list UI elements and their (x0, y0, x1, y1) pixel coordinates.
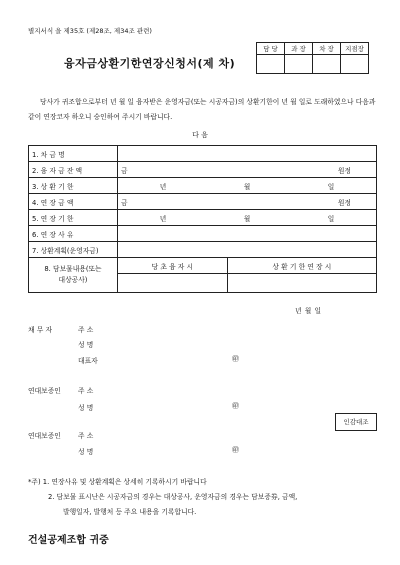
collateral-label: 8. 담보물내용(또는 대상공사) (29, 258, 118, 293)
intro-paragraph: 당사가 귀조합으로부터 년 월 일 융자받은 운영자금(또는 시공자금)의 상환기한이 년 월 일로 도래하였으나 다음과 같이 연장코자 하오니 승인하여 주시기 바랍니다. (28, 98, 376, 121)
table-row (29, 146, 377, 162)
debtor-name-label: 성 명 (78, 341, 94, 349)
guarantor2-name-label: 성 명 (78, 448, 94, 456)
repayment-deadline-field[interactable] (118, 178, 377, 194)
extension-deadline-field[interactable] (118, 210, 377, 226)
day-label: 일 (327, 182, 335, 191)
collateral-extension-field[interactable] (227, 274, 376, 293)
guarantor1-address-label: 주 소 (78, 387, 94, 395)
debtor-address-label: 주 소 (78, 326, 94, 334)
approval-sign-cell[interactable] (313, 55, 341, 74)
collateral-extension-header: 상 환 기 한 연 장 시 (227, 258, 376, 274)
approval-col-branch-manager: 지점장 (341, 43, 369, 55)
table-row (29, 194, 377, 210)
approval-sign-cell[interactable] (285, 55, 313, 74)
row-label: 2. 융 자 금 잔 액 (29, 162, 118, 178)
row-label: 3. 상 환 기 한 (29, 178, 118, 194)
month-label: 월 (243, 182, 251, 191)
table-row (29, 226, 377, 242)
month-label: 월 (243, 214, 251, 223)
signing-date: 년 월 일 (295, 307, 322, 315)
row-label: 1. 차 금 명 (29, 146, 118, 162)
year-label: 년 (159, 182, 167, 191)
extension-amount-field[interactable] (118, 194, 377, 210)
approval-col-section-chief: 과 장 (285, 43, 313, 55)
approval-sign-cell[interactable] (341, 55, 369, 74)
guarantor2-address-label: 주 소 (78, 432, 94, 440)
guarantor2-seal-mark: ㊞ (232, 446, 239, 454)
collateral-original-field[interactable] (118, 274, 228, 293)
table-row (29, 242, 377, 258)
form-reference: 별지서식 을 제35호 (제28조, 제34조 관련) (28, 27, 152, 35)
guarantor1-seal-mark: ㊞ (232, 402, 239, 410)
note-3: 발행일자, 발행처 등 주요 내용을 기록합니다. (63, 508, 197, 516)
guarantor1-label: 연대보증인 (28, 387, 61, 395)
recipient-footer: 건설공제조합 귀중 (28, 535, 109, 546)
table-row (29, 178, 377, 194)
guarantor2-label: 연대보증인 (28, 432, 61, 440)
application-table (28, 145, 377, 293)
row-label: 7. 상환계획(운영자금) (29, 242, 118, 258)
debtor-label: 채 무 자 (28, 326, 53, 334)
loan-balance-field[interactable] (118, 162, 377, 178)
row-label: 4. 연 장 금 액 (29, 194, 118, 210)
day-label: 일 (327, 214, 335, 223)
note-1: *주) 1. 연장사유 및 상환계획은 상세히 기록하시기 바랍니다 (28, 478, 207, 486)
intro-heading: 다 음 (192, 131, 208, 139)
approval-sign-cell[interactable] (257, 55, 285, 74)
row-label: 6. 연 장 사 유 (29, 226, 118, 242)
guarantor1-name-label: 성 명 (78, 404, 94, 412)
table-row (29, 210, 377, 226)
currency-suffix: 원정 (337, 166, 351, 175)
collateral-original-header: 당 초 융 자 시 (118, 258, 228, 274)
currency-prefix: 금 (121, 198, 128, 207)
table-row (29, 258, 377, 274)
table-row (29, 162, 377, 178)
year-label: 년 (159, 214, 167, 223)
form-title: 융자금상환기한연장신청서(제 차) (64, 57, 236, 70)
approval-col-staff: 담 당 (257, 43, 285, 55)
repayment-plan-field[interactable] (118, 242, 377, 258)
approval-box (256, 42, 369, 74)
seal-verification-box: 인감대조 (335, 413, 377, 431)
extension-reason-field[interactable] (118, 226, 377, 242)
note-2: 2. 담보물 표시난은 시공자금의 경우는 대상공사, 운영자금의 경우는 담보증券, 금액, (48, 493, 298, 501)
debtor-representative-label: 대표자 (78, 357, 98, 365)
debtor-seal-mark: ㊞ (232, 355, 239, 363)
currency-prefix: 금 (121, 166, 128, 175)
debtor-name-field[interactable] (118, 146, 377, 162)
row-label: 5. 연 장 기 한 (29, 210, 118, 226)
approval-col-deputy: 차 장 (313, 43, 341, 55)
currency-suffix: 원정 (337, 198, 351, 207)
